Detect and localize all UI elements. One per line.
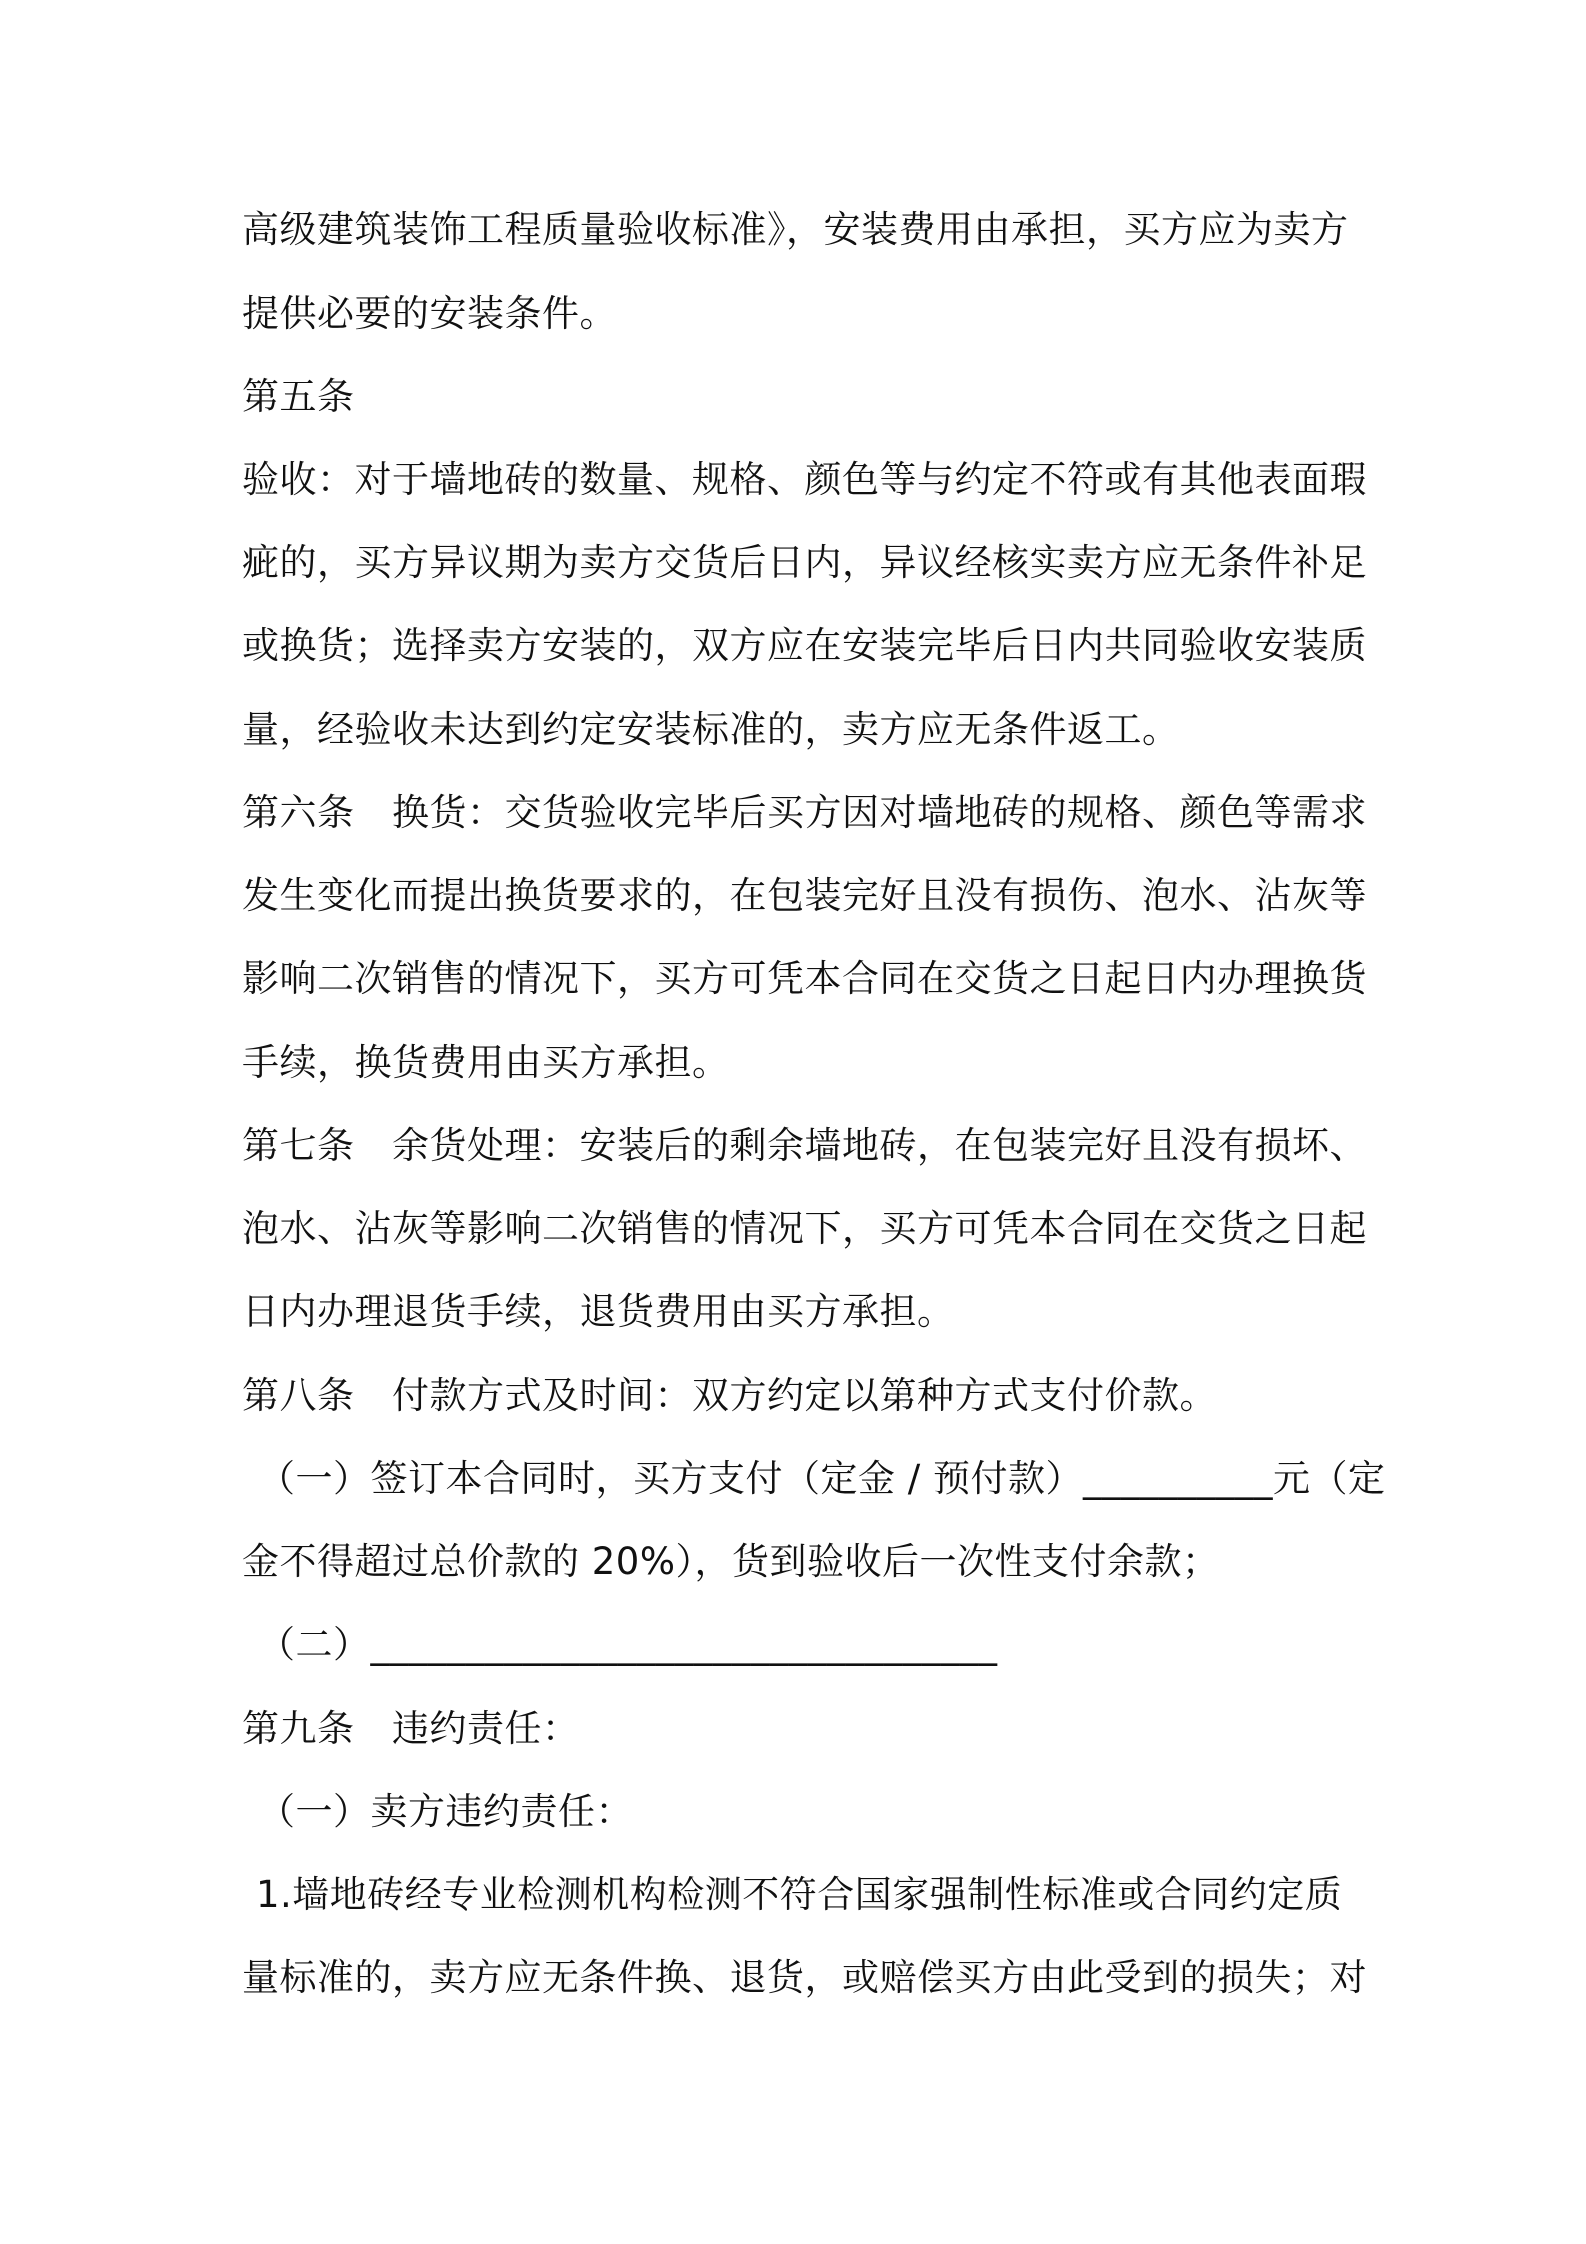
- article-heading: 第五条: [242, 375, 355, 418]
- text-line: 第八条 付款方式及时间：双方约定以第种方式支付价款。: [242, 1374, 1217, 1417]
- text-line: 日内办理退货手续，退货费用由买方承担。: [242, 1290, 955, 1333]
- text-line: 发生变化而提出换货要求的，在包装完好且没有损伤、泡水、沾灰等: [242, 874, 1367, 917]
- text-line: （一）卖方违约责任：: [258, 1790, 633, 1833]
- text-line: 第九条 违约责任：: [242, 1707, 580, 1750]
- text-line: 疵的，买方异议期为卖方交货后日内，异议经核实卖方应无条件补足: [242, 541, 1367, 584]
- text-line: 金不得超过总价款的 20%），货到验收后一次性支付余款；: [242, 1540, 1220, 1583]
- text-line: 提供必要的安装条件。: [242, 292, 617, 335]
- text-line: 影响二次销售的情况下，买方可凭本合同在交货之日起日内办理换货: [242, 957, 1367, 1000]
- text-line: 高级建筑装饰工程质量验收标准》，安装费用由承担，买方应为卖方: [242, 208, 1349, 251]
- text-line: （二）_________________________________: [258, 1623, 998, 1666]
- text-line: （一）签订本合同时，买方支付（定金 / 预付款）__________元（定: [258, 1457, 1386, 1500]
- text-line: 手续，换货费用由买方承担。: [242, 1041, 730, 1084]
- text-line: 第七条 余货处理：安装后的剩余墙地砖，在包装完好且没有损坏、: [242, 1124, 1367, 1167]
- text-line: 或换货；选择卖方安装的，双方应在安装完毕后日内共同验收安装质: [242, 624, 1367, 667]
- text-line: 1.墙地砖经专业检测机构检测不符合国家强制性标准或合同约定质: [256, 1873, 1343, 1916]
- text-line: 泡水、沾灰等影响二次销售的情况下，买方可凭本合同在交货之日起: [242, 1207, 1367, 1250]
- text-line: 第六条 换货：交货验收完毕后买方因对墙地砖的规格、颜色等需求: [242, 791, 1367, 834]
- text-line: 验收：对于墙地砖的数量、规格、颜色等与约定不符或有其他表面瑕: [242, 458, 1367, 501]
- text-line: 量，经验收未达到约定安装标准的，卖方应无条件返工。: [242, 708, 1180, 751]
- text-line: 量标准的，卖方应无条件换、退货，或赔偿买方由此受到的损失；对: [242, 1956, 1367, 1999]
